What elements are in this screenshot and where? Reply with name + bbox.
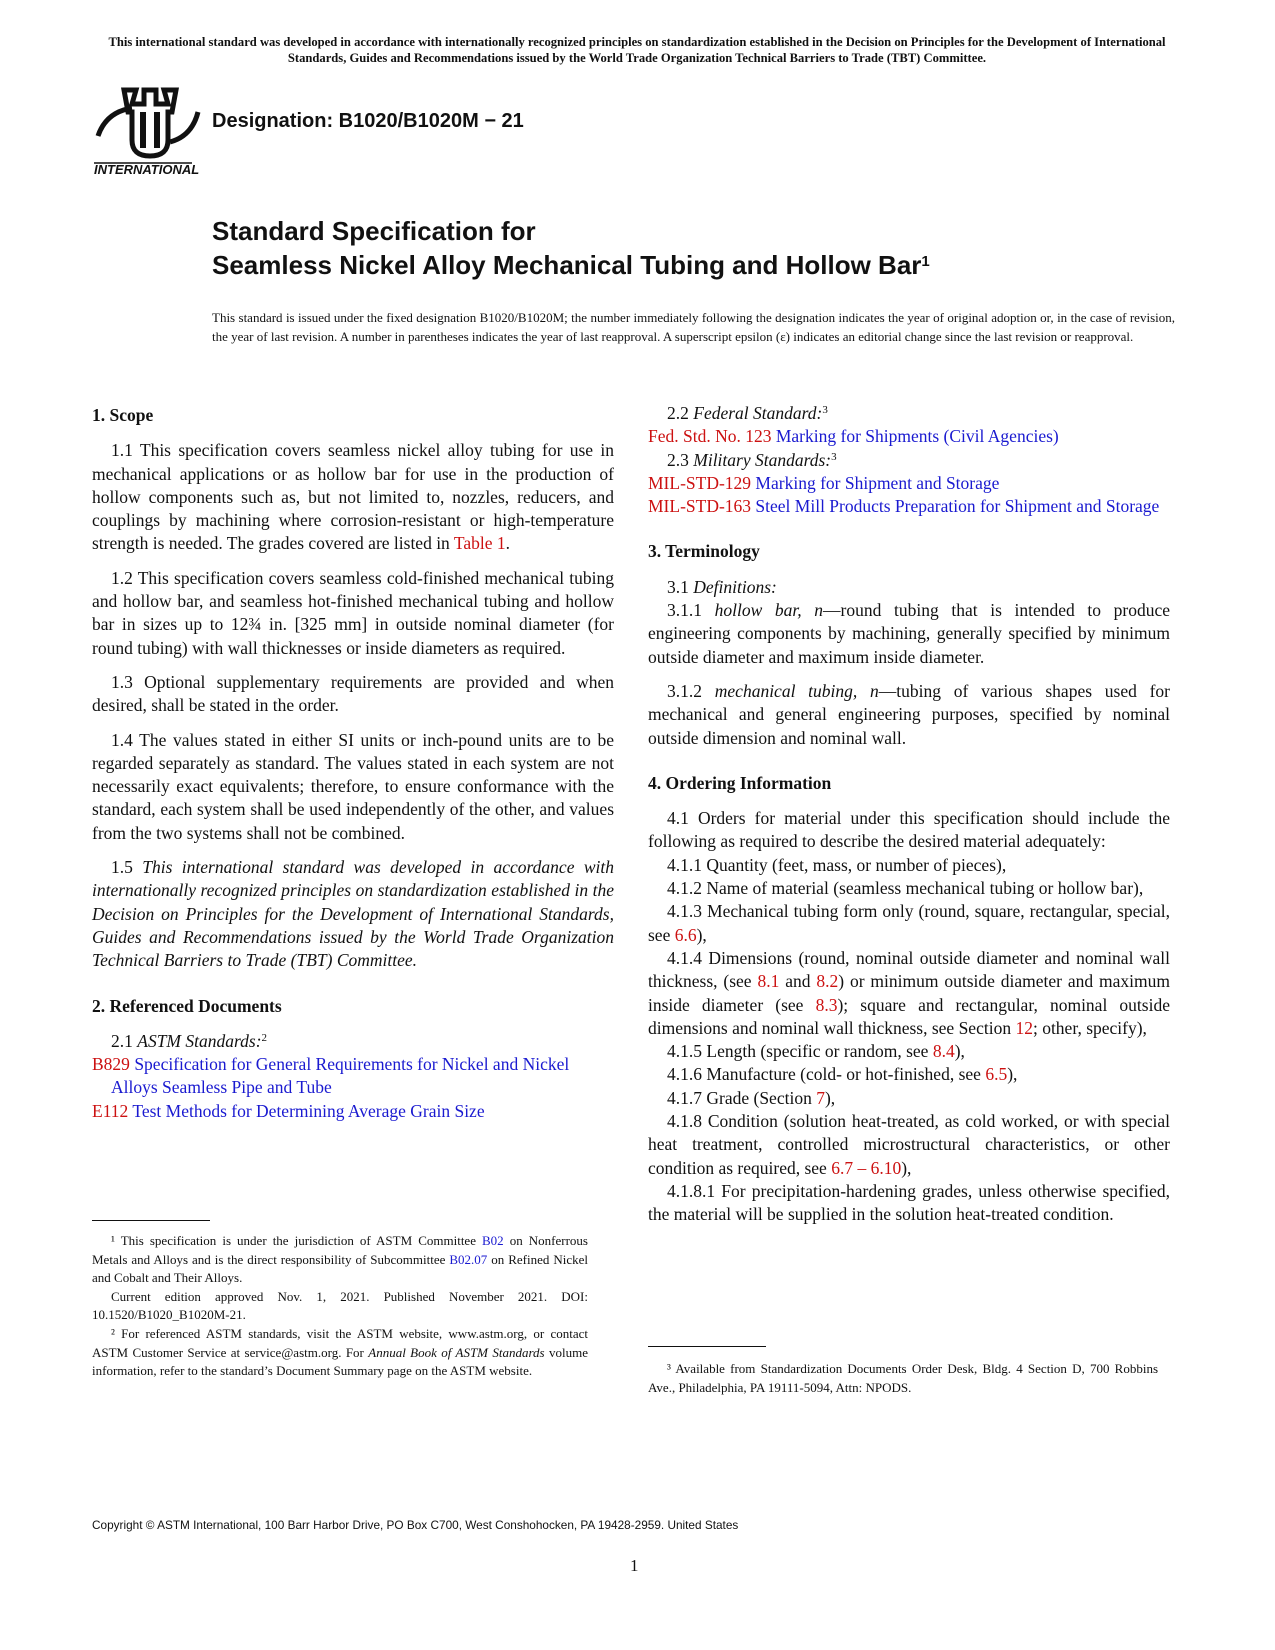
- astm-logo-icon: [92, 82, 204, 182]
- astm-international-logo: [92, 82, 204, 182]
- ref-code-link[interactable]: MIL-STD-129: [648, 472, 752, 493]
- para-3-1-1: 3.1.1 hollow bar, n—round tubing that is intended to produce engineering components by machining, generally specified by minimum outside diameter and maximum inside diameter.: [648, 600, 1171, 667]
- ref-code-link[interactable]: Fed. Std. No. 123: [648, 426, 772, 447]
- para-3-1: 3.1 Definitions:: [667, 576, 777, 597]
- para-4-1-6: 4.1.6 Manufacture (cold- or hot-finished, see 6.5),: [667, 1064, 1018, 1085]
- reference-mil-std-163: [648, 495, 1170, 518]
- reference-fed-std-123: [648, 425, 1170, 448]
- logo-wordmark: INTERNATIONAL: [94, 162, 200, 177]
- ref-title-link[interactable]: Test Methods for Determining Average Grain Size: [128, 1100, 485, 1121]
- ref-title-link[interactable]: Marking for Shipments (Civil Agencies): [771, 426, 1059, 447]
- para-4-1-7: 4.1.7 Grade (Section 7),: [667, 1087, 836, 1108]
- para-2-3: 2.3 Military Standards:$^3$: [667, 449, 837, 470]
- right-column: [648, 402, 1170, 1227]
- para-4-1-8: 4.1.8 Condition (solution heat-treated, as cold worked, or with special heat treatment, controlled microstructural characteristics, or other condition as required, see 6.7 – 6.10),: [648, 1111, 1170, 1178]
- para-1-4: 1.4 The values stated in either SI units or inch-pound units are to be regarded separately as standard. The values stated in each system are not necessarily exact equivalents; therefore, to ensure conformance with the standard, each system shall be used independently of the other, and values from the two systems shall not be combined.: [92, 729, 614, 843]
- para-4-1: 4.1 Orders for material under this specification should include the following as required to describe the desired material adequately:: [648, 808, 1170, 852]
- tbt-notice: This international standard was developed in accordance with internationally recognized principles on standardization established in the Decision on Principles for the Development of International Standards, Guides and Recommendations issued by the World Trade Organization Technical Barriers to Trade (TBT) Committee.: [108, 35, 1166, 65]
- ref-title-link[interactable]: Marking for Shipment and Storage: [751, 472, 1000, 493]
- ref-code-link[interactable]: E112: [92, 1100, 129, 1121]
- ref-title-link[interactable]: Steel Mill Products Preparation for Shipment and Storage: [751, 496, 1160, 517]
- section-heading-scope: 1. Scope: [92, 405, 154, 425]
- para-2-1: 2.1 ASTM Standards:$^2$: [111, 1030, 268, 1051]
- para-1-3: 1.3 Optional supplementary requirements are provided and when desired, shall be stated in the order.: [92, 671, 614, 716]
- link-table-1[interactable]: Table 1: [453, 533, 506, 554]
- link-section-12[interactable]: 12: [1015, 1017, 1033, 1038]
- footnote-2: ² For referenced ASTM standards, visit the ASTM website, www.astm.org, or contact ASTM Customer Service at service@astm.org. For Annual Book of ASTM Standards volume information, refer to the standard’s Document Summary page on the ASTM website.: [92, 1325, 588, 1379]
- para-1-1: 1.1 This specification covers seamless nickel alloy tubing for use in mechanical applications or as hollow bar for use in the production of hollow components such as, but not limited to, nozzles, reducers, and couplings by machining where corrosion-resistant or high-temperature strength is needed. The grades covered are listed in Table 1.: [92, 440, 614, 554]
- ref-title-link[interactable]: Specification for General Requirements for Nickel and Nickel Alloys Seamless Pipe and Tube: [111, 1054, 570, 1098]
- link-8-4[interactable]: 8.4: [932, 1041, 955, 1062]
- link-b02[interactable]: B02: [482, 1233, 504, 1248]
- reference-e112: [92, 1100, 614, 1123]
- section-heading-terminology: 3. Terminology: [648, 541, 760, 562]
- title-line-2: Seamless Nickel Alloy Mechanical Tubing and Hollow Bar$^1$: [212, 250, 930, 280]
- section-heading-referenced-documents: 2. Referenced Documents: [92, 995, 282, 1016]
- para-4-1-2: 4.1.2 Name of material (seamless mechanical tubing or hollow bar),: [667, 878, 1144, 899]
- footnote-divider-left: [92, 1220, 210, 1221]
- para-4-1-3: 4.1.3 Mechanical tubing form only (round, square, rectangular, special, see 6.6),: [648, 901, 1170, 945]
- title-footnote-mark[interactable]: 1: [921, 253, 930, 270]
- page-number: 1: [630, 1556, 639, 1575]
- link-6-6[interactable]: 6.6: [674, 924, 697, 945]
- para-3-1-2: 3.1.2 mechanical tubing, n—tubing of various shapes used for mechanical and general engineering purposes, specified by nominal outside dimension and nominal wall.: [648, 680, 1171, 748]
- ref-code-link[interactable]: MIL-STD-163: [648, 496, 752, 517]
- section-heading-ordering-information: 4. Ordering Information: [648, 772, 832, 793]
- title-line-1: Standard Specification for: [212, 216, 536, 246]
- footnote-3: ³ Available from Standardization Documents Order Desk, Bldg. 4 Section D, 700 Robbins Ave., Philadelphia, PA 19111-5094, Attn: NPODS.: [648, 1361, 1158, 1395]
- ref-code-link[interactable]: B829: [92, 1054, 130, 1075]
- footnote-1: ¹ This specification is under the jurisdiction of ASTM Committee B02 on Nonferrous Metals and Alloys and is the direct responsibility of Subcommittee B02.07 on Refined Nickel and Cobalt and Their Alloys.: [92, 1233, 588, 1286]
- footnote-divider-right: [648, 1346, 766, 1347]
- left-column: [92, 404, 614, 1123]
- footnotes-left: [92, 1232, 588, 1381]
- document-title: [212, 214, 930, 282]
- para-4-1-5: 4.1.5 Length (specific or random, see 8.4),: [667, 1041, 965, 1062]
- link-8-1[interactable]: 8.1: [757, 971, 780, 992]
- reference-mil-std-129: [648, 472, 1170, 495]
- copyright-line: Copyright © ASTM International, 100 Barr Harbor Drive, PO Box C700, West Conshohocken, PA 19428-2959. United States: [92, 1518, 739, 1532]
- para-4-1-4: 4.1.4 Dimensions (round, nominal outside diameter and nominal wall thickness, (see 8.1 and 8.2) or minimum outside diameter and maximum inside diameter (see 8.3); square and rectangular, nominal outside dimensions and nominal wall thickness, see Section 12; other, specify),: [648, 947, 1170, 1038]
- para-4-1-8-1: 4.1.8.1 For precipitation-hardening grades, unless otherwise specified, the material will be supplied in the solution heat-treated condition.: [648, 1180, 1170, 1225]
- link-8-3[interactable]: 8.3: [815, 994, 838, 1015]
- para-1-5: 1.5 This international standard was developed in accordance with internationally recognized principles on standardization established in the Decision on Principles for the Development of International Standards, Guides and Recommendations issued by the World Trade Organization Technical Barriers to Trade (TBT) Committee.: [92, 857, 615, 971]
- issue-note: This standard is issued under the fixed designation B1020/B1020M; the number immediately following the designation indicates the year of original adoption or, in the case of revision, the year of last revision. A number in parentheses indicates the year of last reapproval. A superscript epsilon (ε) indicates an editorial change since the last revision or reapproval.: [212, 310, 1175, 344]
- reference-b829: [92, 1053, 614, 1100]
- footnotes-right: [648, 1360, 1158, 1397]
- para-4-1-1: 4.1.1 Quantity (feet, mass, or number of pieces),: [667, 854, 1007, 875]
- para-2-2: 2.2 Federal Standard:$^3$: [667, 403, 828, 423]
- link-6-5[interactable]: 6.5: [985, 1064, 1008, 1085]
- footnote-1-edition: Current edition approved Nov. 1, 2021. Published November 2021. DOI: 10.1520/B1020_B1020M-21.: [92, 1288, 588, 1323]
- link-8-2[interactable]: 8.2: [816, 971, 839, 992]
- para-1-2: 1.2 This specification covers seamless cold-finished mechanical tubing and hollow bar, and seamless hot-finished mechanical tubing and hollow bar in sizes up to 12¾ in. [325 mm] in outside nominal diameter (for round tubing) with wall thicknesses or inside diameters as required.: [92, 567, 614, 658]
- designation: Designation: B1020/B1020M − 21: [212, 110, 524, 132]
- link-section-7[interactable]: 7: [816, 1087, 825, 1108]
- link-6-7-6-10[interactable]: 6.7 – 6.10: [831, 1157, 902, 1178]
- link-b02-07[interactable]: B02.07: [449, 1251, 488, 1267]
